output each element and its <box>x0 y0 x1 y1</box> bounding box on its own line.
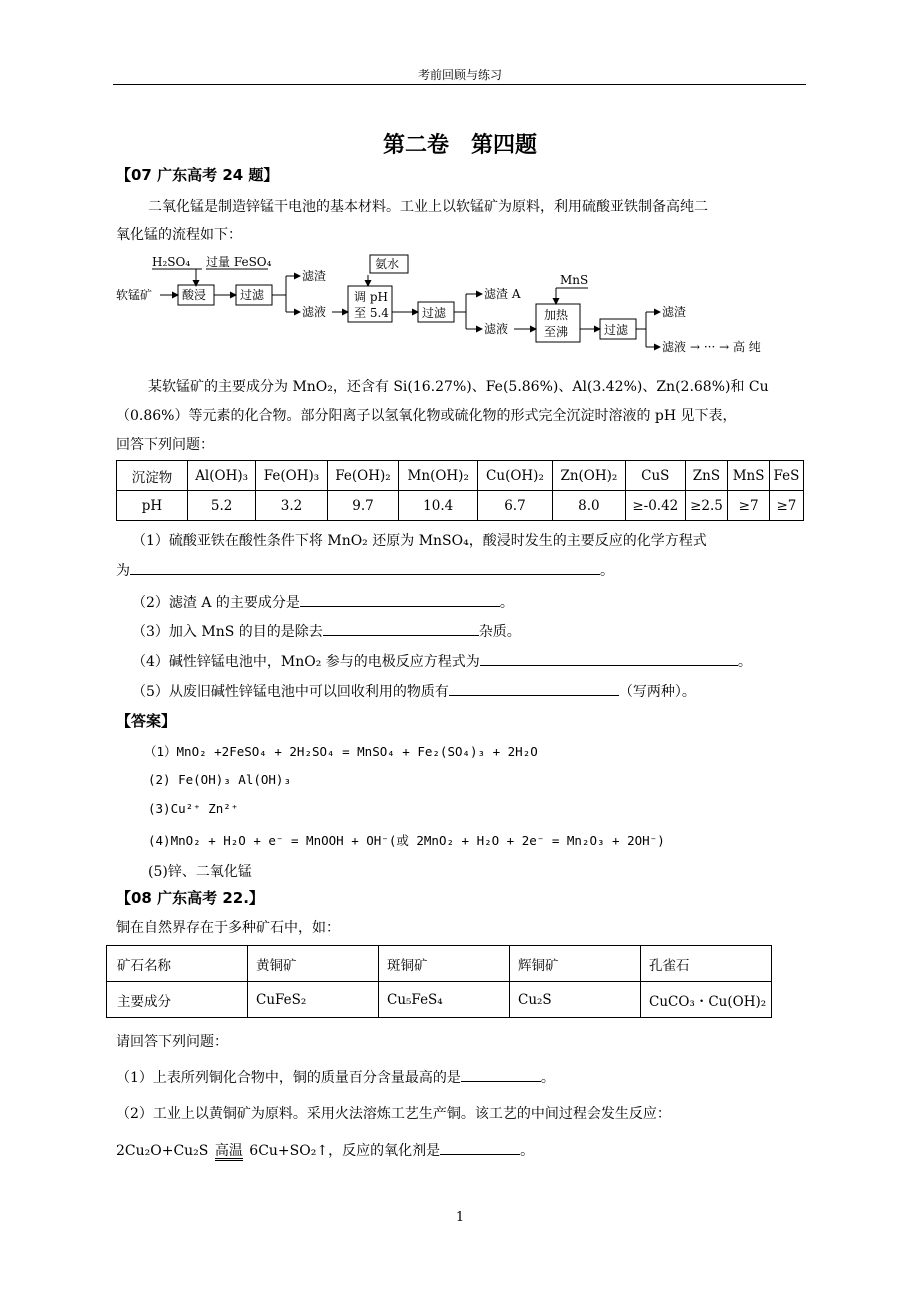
flow-reagent4: MnS <box>560 273 589 287</box>
flow-step1: 酸浸 <box>182 288 207 302</box>
answer-5: (5)锌、二氧化锰 <box>148 864 252 880</box>
table-cell: 10.4 <box>399 491 478 521</box>
page-header: 考前回顾与练习 <box>417 68 502 82</box>
answer-4: (4)MnO₂ + H₂O + e⁻ = MnOOH + OH⁻(或 2MnO₂ + H₂O + 2e⁻ = Mn₂O₃ + 2OH⁻) <box>148 833 665 848</box>
q1-question-5 <box>132 681 696 701</box>
table-cell: CuS <box>626 461 685 491</box>
header-rule <box>113 84 806 85</box>
q2-eq-left: 2Cu₂O+Cu₂S <box>116 1143 209 1159</box>
table-cell: ZnS <box>685 461 728 491</box>
q1-question-4 <box>132 651 752 671</box>
table-cell: 辉铜矿 <box>510 946 641 982</box>
flow-out3-bottom: 滤液 <box>662 340 687 354</box>
ph-table-value-row <box>117 491 804 521</box>
q2-question-1-text: （1）上表所列铜化合物中，铜的质量百分含量最高的是 <box>116 1070 461 1086</box>
table-cell: CuCO₃・Cu(OH)₂ <box>641 982 772 1018</box>
flow-out2-bottom: 滤液 <box>484 322 509 336</box>
q1-question-4-end: 。 <box>737 654 752 670</box>
table-cell: 主要成分 <box>107 982 248 1018</box>
q1-para-line3: 回答下列问题： <box>116 437 214 453</box>
table-cell: 9.7 <box>327 491 398 521</box>
process-flow-diagram <box>110 248 810 363</box>
table-cell: MnS <box>728 461 770 491</box>
answer-heading: 【答案】 <box>116 712 177 730</box>
flow-reagent1: H₂SO₄ <box>152 255 191 269</box>
table-cell: 3.2 <box>256 491 327 521</box>
table-cell: Fe(OH)₃ <box>256 461 327 491</box>
q2-eq-right: 6Cu+SO₂↑，反应的氧化剂是 <box>249 1143 441 1159</box>
q1-question-1-end: 。 <box>600 563 614 579</box>
page-title: 第二卷 第四题 <box>382 133 537 158</box>
q1-question-2-end: 。 <box>499 595 514 611</box>
flow-out3-top: 滤渣 <box>662 305 687 319</box>
table-cell: Cu₂S <box>510 982 641 1018</box>
table-cell: 6.7 <box>478 491 553 521</box>
table-cell: Al(OH)₃ <box>188 461 256 491</box>
q2-question-2-end: 。 <box>520 1143 535 1159</box>
flow-step5-line1: 加热 <box>544 308 569 322</box>
q1-question-1: （1）硫酸亚铁在酸性条件下将 MnO₂ 还原为 MnSO₄，酸浸时发生的主要反应的化学方程式 <box>132 533 707 549</box>
flow-step6: 过滤 <box>604 323 629 337</box>
flow-out1-top: 滤渣 <box>302 269 327 283</box>
ore-table-row-1 <box>107 946 772 982</box>
q2-prompt: 请回答下列问题： <box>116 1034 228 1050</box>
flow-out1-bottom: 滤液 <box>302 305 327 319</box>
q1-para-line1: 某软锰矿的主要成分为 MnO₂，还含有 Si(16.27%)、Fe(5.86%)、Al(3.42%)、Zn(2.68%)和 Cu <box>148 379 769 395</box>
q1-intro-line1: 二氧化锰是制造锌锰干电池的基本材料。工业上以软锰矿为原料，利用硫酸亚铁制备高纯二 <box>148 199 708 215</box>
flow-final: → ··· → 高 纯 <box>690 340 761 354</box>
table-cell: 孔雀石 <box>641 946 772 982</box>
answer-1: （1）MnO₂ +2FeSO₄ + 2H₂SO₄ = MnSO₄ + Fe₂(SO₄)₃ + 2H₂O <box>144 744 538 759</box>
table-cell: 8.0 <box>552 491 625 521</box>
flow-step3-line2: 至 5.4 <box>354 306 389 320</box>
q1-question-5-text: （5）从废旧碱性锌锰电池中可以回收利用的物质有 <box>132 684 449 700</box>
flow-step3-line1: 调 pH <box>354 290 388 304</box>
table-cell: 5.2 <box>188 491 256 521</box>
q2-question-1-end: 。 <box>540 1070 555 1086</box>
ph-table-header-row <box>117 461 804 491</box>
table-cell: 沉淀物 <box>117 461 188 491</box>
q1-question-1-cont <box>116 560 614 580</box>
table-cell: Fe(OH)₂ <box>327 461 398 491</box>
flow-out2-top: 滤渣 A <box>484 287 521 301</box>
answer-3: (3)Cu²⁺ Zn²⁺ <box>148 801 239 816</box>
table-cell: Mn(OH)₂ <box>399 461 478 491</box>
ph-table <box>116 460 804 521</box>
q1-intro-line2: 氧化锰的流程如下： <box>116 227 242 243</box>
table-cell: Cu₅FeS₄ <box>379 982 510 1018</box>
q2-question-2-line1: （2）工业上以黄铜矿为原料。采用火法溶炼工艺生产铜。该工艺的中间过程会发生反应： <box>116 1106 671 1122</box>
table-cell: CuFeS₂ <box>248 982 379 1018</box>
table-cell: ≥7 <box>769 491 803 521</box>
q1-question-1-prefix: 为 <box>116 563 130 579</box>
q2-intro: 铜在自然界存在于多种矿石中，如： <box>116 920 340 936</box>
q1-question-2 <box>132 592 514 612</box>
q2-question-2-line2 <box>116 1140 534 1161</box>
q1-question-5-end: （写两种）。 <box>618 684 696 700</box>
q1-question-4-text: （4）碱性锌锰电池中，MnO₂ 参与的电极反应方程式为 <box>132 654 480 670</box>
q1-question-3-text: （3）加入 MnS 的目的是除去 <box>132 624 323 640</box>
table-cell: pH <box>117 491 188 521</box>
answer-2: (2) Fe(OH)₃ Al(OH)₃ <box>148 772 291 787</box>
q1-question-3 <box>132 621 521 641</box>
table-cell: ≥2.5 <box>685 491 728 521</box>
answer-blank-1[interactable] <box>130 560 600 575</box>
page-number: 1 <box>455 1210 465 1225</box>
table-cell: Cu(OH)₂ <box>478 461 553 491</box>
q1-heading: 【07 广东高考 24 题】 <box>116 166 279 184</box>
answer-blank-3[interactable] <box>323 621 479 636</box>
answer-blank-6[interactable] <box>461 1067 541 1082</box>
ore-table <box>106 945 772 1018</box>
table-cell: 矿石名称 <box>107 946 248 982</box>
table-cell: 斑铜矿 <box>379 946 510 982</box>
answer-blank-4[interactable] <box>480 651 738 666</box>
answer-blank-2[interactable] <box>300 592 500 607</box>
flow-step4: 过滤 <box>422 306 447 320</box>
table-cell: ≥-0.42 <box>626 491 685 521</box>
q1-para-line2: （0.86%）等元素的化合物。部分阳离子以氢氧化物或硫化物的形式完全沉淀时溶液的 pH 见下表， <box>116 408 737 424</box>
ore-table-row-2 <box>107 982 772 1018</box>
flow-reagent3: 氨水 <box>375 257 400 271</box>
table-cell: Zn(OH)₂ <box>552 461 625 491</box>
table-cell: FeS <box>769 461 803 491</box>
answer-blank-7[interactable] <box>440 1140 520 1155</box>
q2-question-1 <box>116 1067 555 1087</box>
q1-question-3-end: 杂质。 <box>478 624 521 640</box>
flow-step5-line2: 至沸 <box>544 325 569 339</box>
answer-blank-5[interactable] <box>449 681 619 696</box>
flow-reagent2: 过量 FeSO₄ <box>206 255 272 269</box>
flow-raw: 软锰矿 <box>116 288 153 302</box>
q1-question-2-text: （2）滤渣 A 的主要成分是 <box>132 595 300 611</box>
flow-step2: 过滤 <box>240 288 265 302</box>
q2-eq-condition: 高温 <box>214 1143 243 1159</box>
table-cell: ≥7 <box>728 491 770 521</box>
q2-heading: 【08 广东高考 22.】 <box>116 889 264 907</box>
table-cell: 黄铜矿 <box>248 946 379 982</box>
